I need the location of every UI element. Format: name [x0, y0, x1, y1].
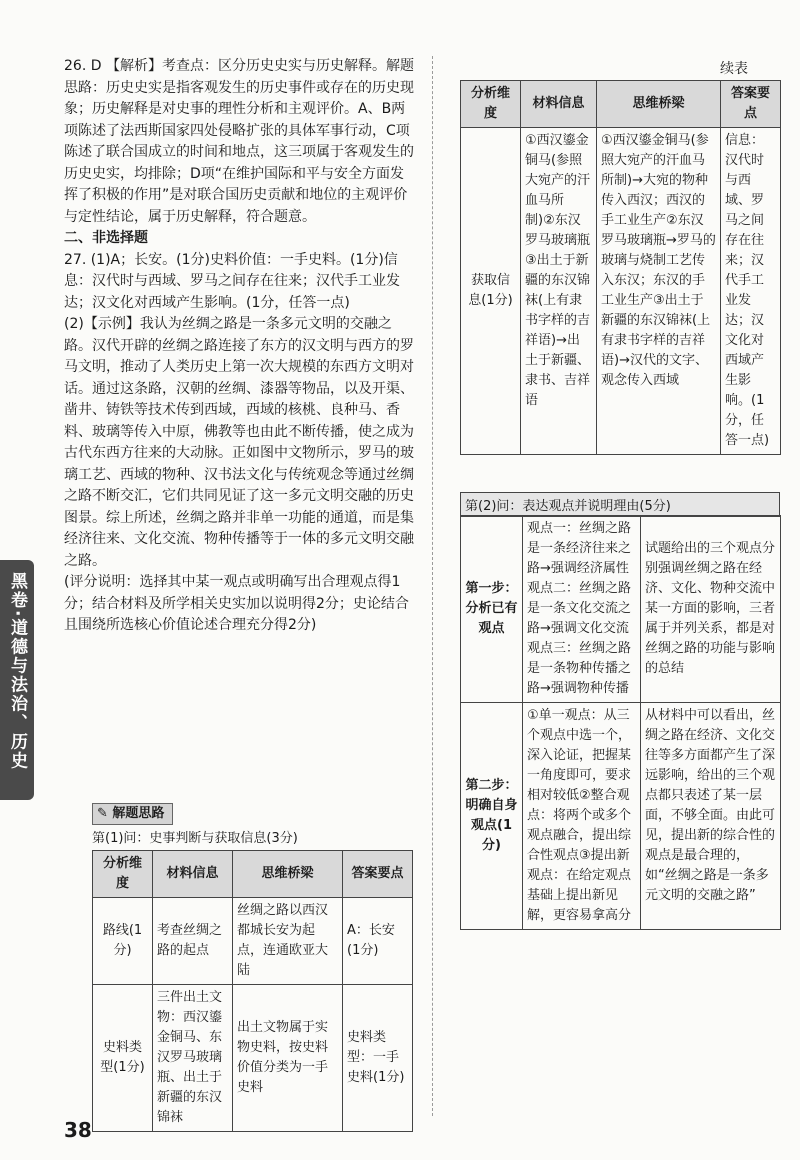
q2-title: 第(2)问：表达观点并说明理由(5分): [460, 492, 780, 517]
table-row: [93, 898, 413, 985]
header-dimension: 分析维度: [461, 81, 521, 128]
header-answer: 答案要点: [721, 81, 781, 128]
row-bridge: 丝绸之路以西汉都城长安为起点，连通欧亚大陆: [233, 898, 343, 985]
table-header-row: [461, 81, 781, 128]
header-bridge: 思维桥梁: [597, 81, 721, 128]
thinking-badge: [92, 803, 173, 825]
table-row: [461, 516, 781, 703]
analysis-table-q2: [460, 515, 781, 930]
q1-title: 第(1)问：史事判断与获取信息(3分): [92, 831, 298, 846]
answer-27-part2: (2)【示例】我认为丝绸之路是一条多元文明的交融之路。汉代开辟的丝绸之路连接了东方的汉文明与西方的罗马文明，推动了人类历史上第一次大规模的东西方文明对话。通过这条路，汉朝的丝绸、漆器等物品，以及开渠、凿井、铸铁等技术传到西域，西域的核桃、良种马、香料、玻璃等传入中原，佛教等也由此不断传播，使之成为古代东西方往来的大动脉。正如图中文物所示，罗马的玻璃工艺、西域的物种、汉书法文化与传统观念等通过丝绸之路不断交汇，它们共同见证了这一多元文明交融的历史图景。综上所述，丝绸之路并非单一功能的通道，而是集经济往来、文化交流、物种传播等于一体的多元文明交融之路。: [64, 316, 414, 569]
left-column: [64, 56, 416, 637]
header-material: 材料信息: [153, 851, 233, 898]
header-material: 材料信息: [521, 81, 597, 128]
row-material: 三件出土文物：西汉鎏金铜马、东汉罗马玻璃瓶、出土于新疆的东汉锦袜: [153, 985, 233, 1132]
analysis-table-q1: [92, 850, 413, 1132]
row-bridge: ①西汉鎏金铜马(参照大宛产的汗血马所制)→大宛的物种传入西汉；西汉的手工业生产②东汉罗马玻璃瓶→罗马的玻璃与烧制工艺传入东汉；东汉的手工业生产③出土于新疆的东汉锦袜(上有隶书字样的吉祥语)→汉代的文字、观念传入西域: [597, 128, 721, 455]
section-heading: 二、非选择题: [64, 230, 148, 246]
row-dimension: 史料类型(1分): [93, 985, 153, 1132]
row-material: 考查丝绸之路的起点: [153, 898, 233, 985]
row-material: ①西汉鎏金铜马(参照大宛产的汗血马所制)②东汉罗马玻璃瓶③出土于新疆的东汉锦袜(上有隶书字样的吉祥语)→出土于新疆、隶书、吉祥语: [521, 128, 597, 455]
step1-label: 第一步：分析已有观点: [461, 516, 523, 703]
table-row: [461, 703, 781, 930]
step2-material: ①单一观点：从三个观点中选一个，深入论证，把握某一角度即可，要求相对较低②整合观点：将两个或多个观点融合，提出综合性观点③提出新观点：在给定观点基础上提出新见解，更容易拿高分: [523, 703, 641, 930]
header-dimension: 分析维度: [93, 851, 153, 898]
step2-bridge: 从材料中可以看出，丝绸之路在经济、文化交往等多方面都产生了深远影响，给出的三个观点都只表述了某一层面，不够全面。由此可见，提出新的综合性的观点是最合理的，如“丝绸之路是一条多元文明的交融之路”: [641, 703, 781, 930]
scoring-note: (评分说明：选择其中某一观点或明确写出合理观点得1分；结合材料及所学相关史实加以说明得2分；史论结合且围绕所选核心价值论述合理充分得2分): [64, 574, 409, 633]
table-row: [461, 128, 781, 455]
row-answer: 信息：汉代时与西域、罗马之间存在往来；汉代手工业发达；汉文化对西域产生影响。(1分，任答一点): [721, 128, 781, 455]
step2-label: 第二步：明确自身观点(1分): [461, 703, 523, 930]
table-row: [93, 985, 413, 1132]
answer-26: 26. D 【解析】考查点：区分历史史实与历史解释。解题思路：历史史实是指客观发生的历史事件或存在的历史现象；历史解释是对史事的理性分析和主观评价。A、B两项陈述了法西斯国家四处侵略扩张的具体军事行动，C项陈述了联合国成立的时间和地点，这三项属于客观发生的历史史实，均排除；D项“在维护国际和平与安全方面发挥了积极的作用”是对联合国历史贡献和地位的主观评价与定性结论，属于历史解释，符合题意。: [64, 58, 414, 225]
pencil-icon: ✎: [97, 806, 113, 821]
row-dimension: 获取信息(1分): [461, 128, 521, 455]
analysis-table-q1-continued: [460, 80, 781, 455]
side-tab-label: 黑卷·道德与法治、历史: [7, 572, 27, 771]
table-header-row: [93, 851, 413, 898]
thinking-badge-label: 解题思路: [112, 806, 165, 821]
header-answer: 答案要点: [343, 851, 413, 898]
side-tab: [0, 560, 34, 800]
row-bridge: 出土文物属于实物史料，按史料价值分类为一手史料: [233, 985, 343, 1132]
column-divider: [432, 56, 433, 1116]
row-answer: 史料类型：一手史料(1分): [343, 985, 413, 1132]
continued-label: 续表: [720, 61, 748, 77]
header-bridge: 思维桥梁: [233, 851, 343, 898]
answer-27-part1: 27. (1)A；长安。(1分)史料价值：一手史料。(1分)信息：汉代时与西域、罗马之间存在往来；汉代手工业发达；汉文化对西域产生影响。(1分，任答一点): [64, 251, 400, 311]
step1-material: 观点一：丝绸之路是一条经济往来之路→强调经济属性 观点二：丝绸之路是一条文化交流之路→强调文化交流 观点三：丝绸之路是一条物种传播之路→强调物种传播: [523, 516, 641, 703]
row-answer: A：长安(1分): [343, 898, 413, 985]
step1-bridge: 试题给出的三个观点分别强调丝绸之路在经济、文化、物种交流中某一方面的影响，三者属于并列关系，都是对丝绸之路的功能与影响的总结: [641, 516, 781, 703]
row-dimension: 路线(1分): [93, 898, 153, 985]
page-number: 38: [64, 1118, 92, 1142]
